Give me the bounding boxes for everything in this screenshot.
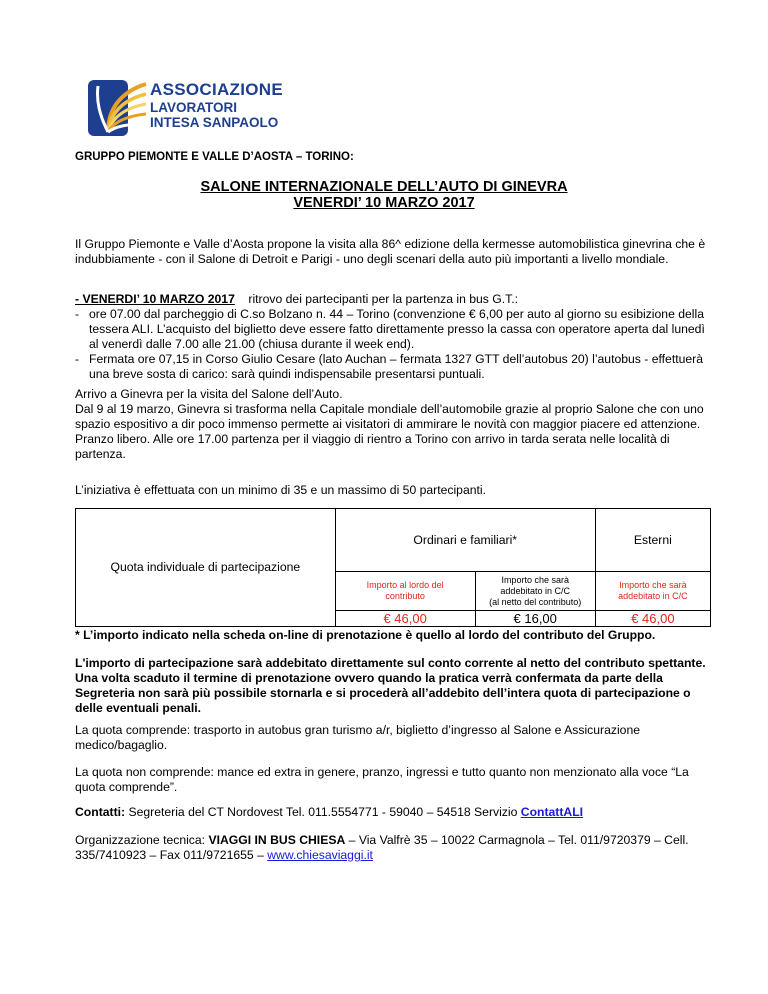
contacts-label: Contatti:	[75, 805, 126, 819]
organization-line	[75, 833, 715, 863]
organization-label: Organizzazione tecnica:	[75, 833, 206, 847]
bullet-dash: -	[75, 307, 80, 321]
schedule-date-label: - VENERDI’ 10 MARZO 2017	[75, 292, 235, 306]
price-esterni: € 46,00	[595, 611, 710, 627]
arrival-line: Pranzo libero. Alle ore 17.00 partenza per il viaggio di rientro a Torino con arrivo in tarda serata nelle località di partenza.	[75, 432, 670, 461]
quota-label: Quota individuale di partecipazione	[110, 560, 301, 574]
schedule-item	[75, 307, 715, 352]
organization-text: – Via Valfrè 35 – 10022 Carmagnola – Tel. 011/9720379 – Cell. 335/7410923 – Fax 011/9721655 –	[75, 833, 689, 862]
contacts-text: Segreteria del CT Nordovest Tel. 011.5554771 - 59040 – 54518 Servizio	[128, 805, 518, 819]
quota-label-cell	[76, 509, 336, 627]
col-netto-line2: addebitato in C/C	[500, 585, 570, 596]
col-lordo-subheader-text: Importo al lordo del contributo	[366, 580, 444, 601]
bullet-dash: -	[75, 352, 80, 366]
contattali-link[interactable]: ContattALI	[520, 805, 584, 819]
price-table	[75, 508, 711, 627]
ordinari-header	[335, 509, 595, 572]
esterni-header	[595, 509, 710, 572]
arrival-line: Dal 9 al 19 marzo, Ginevra si trasforma nella Capitale mondiale dell’automobile grazie al proprio Salone che con uno spazio espositivo a dir poco immenso permette ai visitatori di ammirare le novità con maggior piacere ed attenzione.	[75, 402, 704, 431]
schedule-date-line	[75, 292, 715, 307]
debit-policy: L'importo di partecipazione sarà addebitato direttamente sul conto corrente al netto del contributo spettante. Una volta scaduto il termine di prenotazione ovvero quando la pratica verrà confermata da parte della Segreteria non sarà più possibile stornarla e si procederà all’addebito dell’intera quota di partecipazione o delle eventuali penali.	[75, 656, 706, 715]
col-lordo-subheader	[335, 572, 475, 611]
col-esterni-subheader	[595, 572, 710, 611]
schedule-item	[75, 352, 715, 382]
col-netto-line1: Importo che sarà	[501, 574, 569, 585]
logo-wordmark	[150, 81, 283, 130]
logo-emblem-icon	[88, 80, 150, 136]
schedule-section	[75, 292, 715, 382]
schedule-item-text: Fermata ore 07,15 in Corso Giulio Cesare (lato Auchan – fermata 1327 GTT dell’autobus 20) l’autobus - effettuerà una breve sosta di carico: sarà quindi indispensabile presentarsi puntuali.	[89, 352, 704, 381]
excludes-paragraph: La quota non comprende: mance ed extra in genere, pranzo, ingressi e tutto quanto non menzionato alla voce “La quota comprende”.	[75, 765, 689, 794]
page-title: SALONE INTERNAZIONALE DELL’AUTO DI GINEVRA	[200, 179, 568, 195]
logo-line-2: LAVORATORI	[150, 100, 237, 115]
participants-note: L’iniziativa è effettuata con un minimo di 35 e un massimo di 50 partecipanti.	[75, 483, 486, 497]
intro-paragraph: Il Gruppo Piemonte e Valle d’Aosta propone la visita alla 86^ edizione della kermesse automobilistica ginevrina che è indubbiamente - con il Salone di Detroit e Parigi - uno degli scenari della auto più importanti a livello mondiale.	[75, 237, 706, 266]
price-netto: € 16,00	[475, 611, 595, 627]
website-link[interactable]: www.chiesaviaggi.it	[267, 848, 373, 862]
col-netto-subheader	[475, 572, 595, 611]
arrival-section	[75, 387, 715, 462]
contacts-line	[75, 805, 715, 820]
esterni-header-text: Esterni	[633, 532, 672, 547]
price-lordo: € 46,00	[335, 611, 475, 627]
contribution-note: * L’importo indicato nella scheda on-line di prenotazione è quello al lordo del contributo del Gruppo.	[75, 628, 656, 642]
schedule-date-text: ritrovo dei partecipanti per la partenza in bus G.T.:	[248, 292, 519, 306]
arrival-line: Arrivo a Ginevra per la visita del Salone dell’Auto.	[75, 387, 343, 401]
ordinari-header-text: Ordinari e familiari*	[413, 532, 518, 547]
page-subtitle-date: VENERDI’ 10 MARZO 2017	[293, 195, 475, 211]
logo-line-3: INTESA SANPAOLO	[150, 115, 279, 130]
includes-paragraph: La quota comprende: trasporto in autobus gran turismo a/r, biglietto d’ingresso al Salone e Assicurazione medico/bagaglio.	[75, 723, 641, 752]
organization-company: VIAGGI IN BUS CHIESA	[208, 833, 346, 847]
col-netto-line3: (al netto del contributo)	[489, 596, 582, 607]
group-heading: GRUPPO PIEMONTE E VALLE D’AOSTA – TORINO:	[75, 151, 354, 163]
schedule-item-text: ore 07.00 dal parcheggio di C.so Bolzano n. 44 – Torino (convenzione € 6,00 per auto al giorno su esibizione della tessera ALI. L’acquisto del biglietto deve essere fatto direttamente presso la cassa con operatore aperta dal lunedì al venerdì dalle 7.00 alle 21.00 (chiusa durante il week end).	[89, 307, 705, 351]
logo-line-1: ASSOCIAZIONE	[150, 80, 284, 99]
col-esterni-subheader-text: Importo che sarà addebitato in C/C	[618, 580, 688, 601]
